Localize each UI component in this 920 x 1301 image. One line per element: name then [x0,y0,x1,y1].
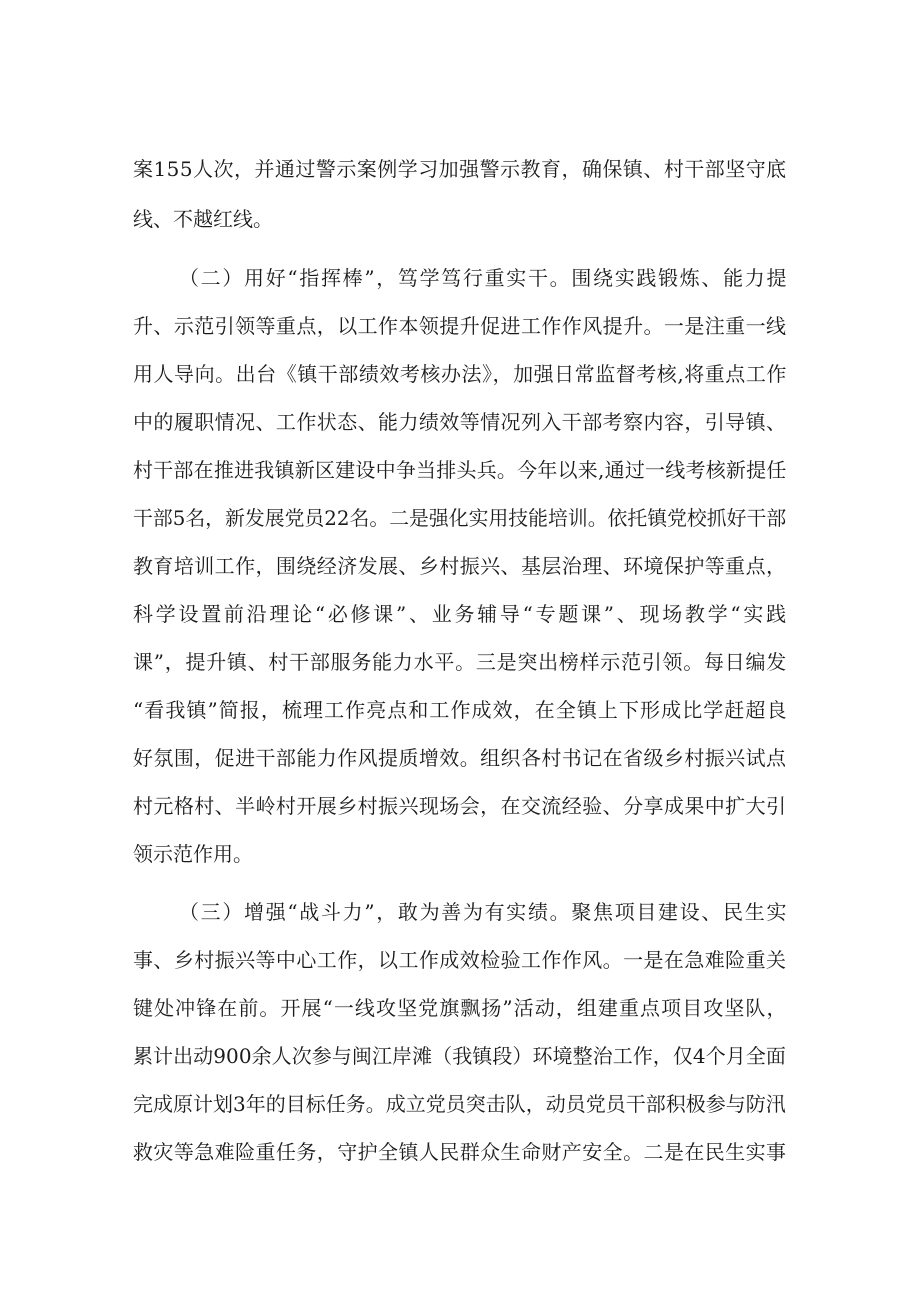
text-line: 完成原计划3年的目标任务。成立党员突击队，动员党员干部积极参与防汛 [133,1092,786,1116]
text-line: 课”，提升镇、村干部服务能力水平。三是突出榜样示范引领。每日编发 [133,650,787,674]
text-line: 案155人次，并通过警示案例学习加强警示教育，确保镇、村干部坚守底 [133,157,787,181]
text-line: 干部5名，新发展党员22名。二是强化实用技能培训。依托镇党校抓好干部 [133,506,787,530]
text-line: 领示范作用。 [133,842,253,866]
text-line: 救灾等急难险重任务，守护全镇人民群众生命财产安全。二是在民生实事 [133,1140,787,1164]
text-line: 用人导向。出台《镇干部绩效考核办法》，加强日常监督考核,将重点工作 [133,362,787,386]
text-line: 中的履职情况、工作状态、能力绩效等情况列入干部考察内容，引导镇、 [133,410,787,434]
text-line: 键处冲锋在前。开展“一线攻坚党旗飘扬”活动，组建重点项目攻坚队， [133,996,788,1020]
text-line: 教育培训工作，围绕经济发展、乡村振兴、基层治理、环境保护等重点， [133,554,787,578]
text-line: 村干部在推进我镇新区建设中争当排头兵。今年以来,通过一线考核新提任 [133,458,787,482]
text-line: 累计出动900余人次参与闽江岸滩（我镇段）环境整治工作，仅4个月全面 [133,1044,786,1068]
paragraph-heading-line: （二）用好“指挥棒”，笃学笃行重实干。围绕实践锻炼、能力提 [179,266,789,290]
text-line: 升、示范引领等重点，以工作本领提升促进工作作风提升。一是注重一线 [133,314,787,338]
paragraph-heading-line: （三）增强“战斗力”，敢为善为有实绩。聚焦项目建设、民生实 [179,900,789,924]
text-line: 好氛围，促进干部能力作风提质增效。组织各村书记在省级乡村振兴试点 [133,746,787,770]
text-line: 科学设置前沿理论“必修课”、业务辅导“专题课”、现场教学“实践 [133,602,789,626]
text-line: 线、不越红线。 [133,207,273,231]
text-line: 村元格村、半岭村开展乡村振兴现场会，在交流经验、分享成果中扩大引 [133,794,787,818]
text-line: “看我镇”简报，梳理工作亮点和工作成效，在全镇上下形成比学赶超良 [133,698,788,722]
text-line: 事、乡村振兴等中心工作，以工作成效检验工作作风。一是在急难险重关 [133,948,787,972]
